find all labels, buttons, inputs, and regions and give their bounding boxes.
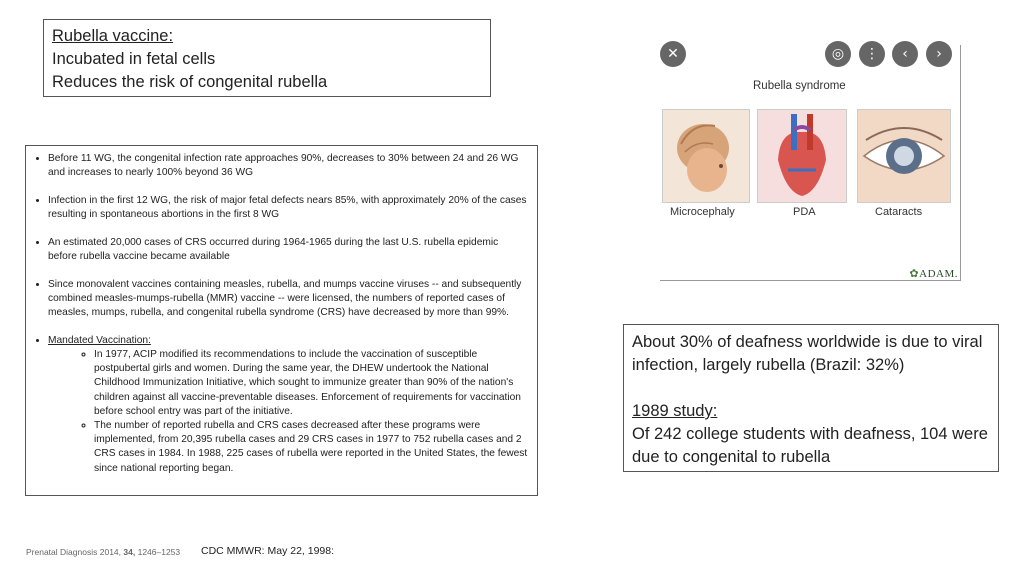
journal-volume: 34, [123, 547, 136, 557]
cataracts-illustration [857, 109, 951, 203]
facts-box [25, 145, 538, 496]
microcephaly-illustration [662, 109, 750, 203]
sub-bullet: ◦ In 1977, ACIP modified its recommendations to include the vaccination of susceptible postpubertal girls and women. During the same year, the DHEW undertook the National Childhood Immunization Initiative, which sought to immunize greater than 90% of the nation's children against all vaccine-preventable diseases. Enforcement of requirements for vaccination before school entry was part of the initiative. [94, 348, 529, 419]
adam-logo [909, 267, 958, 280]
fact-bullet: • Since monovalent vaccines containing measles, rubella, and mumps vaccine viruses -- and subsequently combined measles-mumps-rubella (MMR) vaccine -- were licensed, the numbers of reported cases of measles, mumps, rubella, and congenital rubella syndrome (CRS) have decreased by more than 99%. [48, 278, 529, 321]
fact-bullet-mandated [48, 334, 529, 476]
study-text: Of 242 college students with deafness, 104 were due to congenital to rubella [632, 425, 988, 466]
lens-icon[interactable]: ◎ [825, 41, 851, 67]
caption-pda: PDA [793, 206, 816, 218]
journal-reference [26, 547, 180, 557]
mandated-title: Mandated Vaccination: [48, 334, 151, 346]
panel-bottom-border [660, 280, 961, 281]
chevron-left-icon[interactable]: ‹ [892, 41, 918, 67]
close-icon[interactable]: ✕ [660, 41, 686, 67]
vaccine-title: Rubella vaccine: [52, 27, 174, 45]
vaccine-summary-box [43, 19, 491, 97]
adam-logo-text: ADAM. [919, 268, 958, 280]
chevron-right-icon[interactable]: › [926, 41, 952, 67]
journal-year: 2014, [99, 547, 122, 557]
fact-bullet: • Infection in the first 12 WG, the risk of major fetal defects nears 85%, with approximately 20% of the cases resulting in spontaneous abortions in the first 8 WG [48, 194, 529, 222]
leaf-icon: ✿ [909, 268, 920, 280]
cdc-reference: CDC MMWR: May 22, 1998: [201, 545, 335, 557]
panel-right-border [960, 45, 961, 281]
fact-bullet: • An estimated 20,000 cases of CRS occurred during 1964-1965 during the last U.S. rubella epidemic before rubella vaccine became available [48, 236, 529, 264]
pda-illustration [757, 109, 847, 203]
sub-bullet: ◦ The number of reported rubella and CRS cases decreased after these programs were implemented, from 20,395 rubella cases and 29 CRS cases in 1977 to 752 rubella cases and 2 CRS cases in 1984. In 1988, 225 cases of rubella were reported in the United States, the fewest since national reporting began. [94, 419, 529, 476]
study-title: 1989 study: [632, 402, 718, 420]
rubella-syndrome-image [660, 45, 961, 281]
mandated-sublist [48, 348, 529, 476]
fact-bullet: • Before 11 WG, the congenital infection rate approaches 90%, decreases to 30% between 24 and 26 WG and increases to nearly 100% beyond 36 WG [48, 152, 529, 180]
journal-pages: 1246–1253 [137, 547, 181, 557]
panel-title: Rubella syndrome [753, 80, 846, 92]
deafness-statement: About 30% of deafness worldwide is due to viral infection, largely rubella (Brazil: 32%) [632, 333, 983, 374]
caption-microcephaly: Microcephaly [670, 206, 735, 218]
facts-list [34, 152, 529, 476]
vaccine-line-1: Incubated in fetal cells [52, 50, 216, 68]
spacer [632, 377, 990, 400]
caption-cataracts: Cataracts [875, 206, 923, 218]
more-icon[interactable]: ⋮ [859, 41, 885, 67]
journal-name: Prenatal Diagnosis [26, 547, 98, 557]
deafness-box [623, 324, 999, 472]
vaccine-line-2: Reduces the risk of congenital rubella [52, 73, 328, 91]
